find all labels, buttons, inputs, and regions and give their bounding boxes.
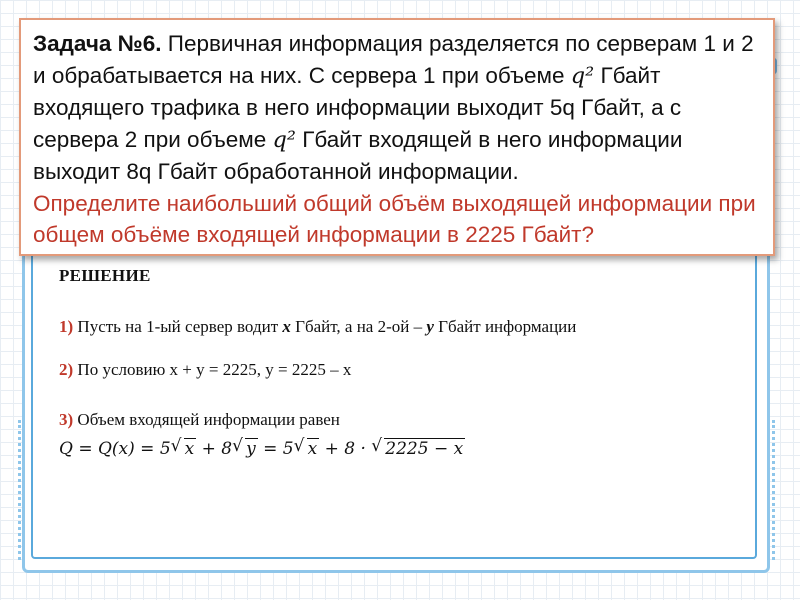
task-text-2: Гбайт входящего трафика в него информации выходит 5q Гбайт, а с сервера 2 при объеме	[33, 62, 682, 152]
step-3-number: 3)	[59, 410, 74, 429]
task-text-3: Гбайт входящей в него информации выходит 8q Гбайт обработанной информации.	[33, 126, 683, 184]
task-box	[19, 18, 775, 256]
sqrt-2225-minus-x-radicand: 2225 − x	[385, 439, 464, 459]
sqrt-x-1-radicand: x	[184, 439, 195, 459]
task-q-squared-2: q²	[272, 126, 296, 153]
task-text-1: Первичная информация разделяется по серверам 1 и 2 и обрабатывается на них. С сервера 1 при объеме	[33, 31, 754, 88]
sqrt-y: √ y	[232, 436, 256, 459]
task-title: Задача №6.	[33, 31, 162, 56]
step-1-text-a: Пусть на 1-ый сервер водит	[73, 317, 283, 336]
formula-mid-1: + 8	[196, 439, 233, 459]
step-2-text: По условию x + y = 2225, y = 2225 – x	[73, 360, 352, 379]
formula-mid-2: = 5	[257, 439, 294, 459]
task-question: Определите наибольший общий объём выходящей информации при общем объёме входящей информации в 2225 Гбайт?	[33, 190, 756, 247]
formula-line	[59, 438, 465, 459]
solution-step-1	[59, 317, 576, 337]
task-q-squared-1: q²	[570, 62, 595, 89]
sqrt-x-2: √ x	[293, 436, 318, 459]
frame-stitch-right	[772, 420, 779, 560]
formula-lhs: Q = Q(x) = 5	[59, 439, 171, 459]
step-3-text: Объем входящей информации равен	[73, 410, 340, 429]
solution-step-3	[59, 410, 340, 430]
step-2-number: 2)	[59, 360, 74, 379]
solution-heading: РЕШЕНИЕ	[59, 266, 151, 285]
sqrt-x-2-radicand: x	[307, 439, 318, 459]
step-1-var-y: y	[426, 317, 434, 336]
solution-step-2	[59, 360, 351, 380]
sqrt-x-1: √ x	[170, 436, 195, 459]
sqrt-y-radicand: y	[246, 439, 256, 459]
sqrt-2225-minus-x: √ 2225 − x	[371, 436, 464, 459]
step-1-text-b: Гбайт, а на 2-ой –	[290, 317, 427, 336]
step-1-text-c: Гбайт информации	[433, 317, 577, 336]
formula-mid-3: + 8 ·	[319, 439, 372, 459]
step-1-number: 1)	[59, 317, 74, 336]
frame-stitch-left	[18, 420, 25, 560]
step-1-var-x: x	[282, 317, 291, 336]
